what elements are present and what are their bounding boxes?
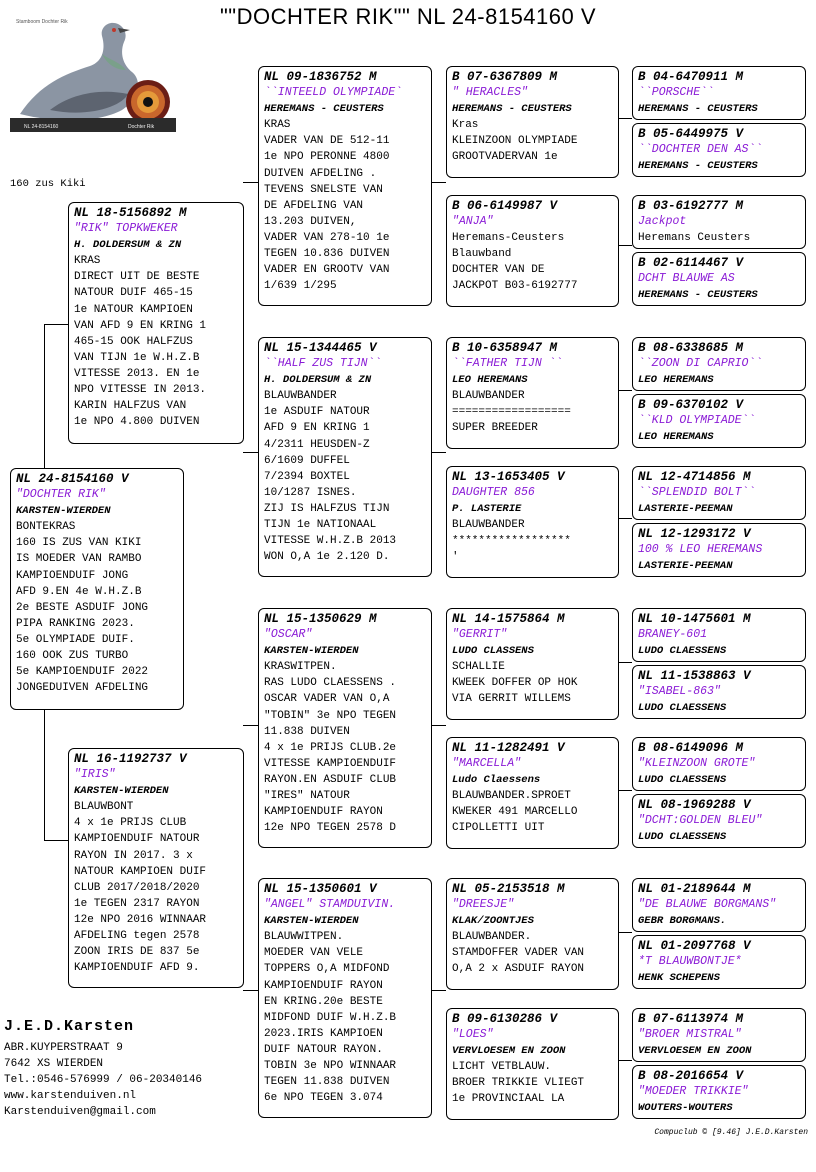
- info-line: AFDELING tegen 2578: [74, 930, 200, 943]
- info-line: RAYON.EN ASDUIF CLUB: [264, 773, 397, 786]
- info-line: VAN TIJN 1e W.H.Z.B: [74, 351, 200, 364]
- pigeon-owner: HEREMANS - CEUSTERS: [638, 160, 758, 173]
- pigeon-owner: KARSTEN-WIERDEN: [264, 645, 359, 658]
- info-line: BLAUWBONT: [74, 801, 134, 814]
- info-line: DUIVEN AFDELING .: [264, 167, 377, 180]
- info-line: 2e BESTE ASDUIF JONG: [16, 601, 149, 614]
- pigeon-owner: LUDO CLAESSENS: [638, 831, 727, 844]
- subtitle: 160 zus Kiki: [10, 178, 86, 190]
- info-line: IS MOEDER VAN RAMBO: [16, 553, 142, 566]
- pigeon-owner: KARSTEN-WIERDEN: [74, 785, 169, 798]
- info-line: 12e NPO 2016 WINNAAR: [74, 913, 207, 926]
- info-line: CIPOLLETTI UIT: [452, 822, 545, 835]
- ring-number: NL 08-1969288 V: [638, 798, 751, 812]
- info-line: VADER EN GROOTV VAN: [264, 264, 390, 277]
- ring-number: NL 12-4714856 M: [638, 470, 751, 484]
- pigeon-owner: Heremans-Ceusters: [452, 232, 565, 245]
- info-line: 10/1287 ISNES.: [264, 486, 357, 499]
- pigeon-name: *T BLAUWBONTJE*: [638, 955, 742, 969]
- pigeon-card-gen4-6[interactable]: [632, 466, 806, 520]
- breeder-info: [4, 1018, 202, 1120]
- info-line: 4 x 1e PRIJS CLUB: [74, 817, 187, 830]
- info-line: ZOON IRIS DE 837 5e: [74, 946, 200, 959]
- info-line: PIPA RANKING 2023.: [16, 617, 135, 630]
- pigeon-owner: LUDO CLASSENS: [452, 645, 534, 658]
- page-title: ""DOCHTER RIK"" NL 24-8154160 V: [219, 4, 597, 29]
- ring-number: B 08-6149096 M: [638, 741, 744, 755]
- connector-line: [243, 182, 258, 183]
- pigeon-name: "BROER MISTRAL": [638, 1028, 742, 1042]
- pigeon-owner: HEREMANS - CEUSTERS: [638, 289, 758, 302]
- info-line: OSCAR VADER VAN O,A: [264, 693, 390, 706]
- pigeon-card-gen4-7[interactable]: [632, 523, 806, 577]
- pigeon-card-gen4-13[interactable]: [632, 935, 806, 989]
- info-line: 160 OOK ZUS TURBO: [16, 650, 129, 663]
- info-line: 4 x 1e PRIJS CLUB.2e: [264, 741, 397, 754]
- info-line: 465-15 OOK HALFZUS: [74, 335, 193, 348]
- info-line: TIJN 1e NATIONAAL: [264, 519, 377, 532]
- pigeon-name: ``INTEELD OLYMPIADE`: [264, 86, 403, 100]
- info-line: RAS LUDO CLAESSENS .: [264, 677, 397, 690]
- info-line: Blauwband: [452, 248, 512, 261]
- pigeon-name: "ANJA": [452, 215, 494, 229]
- pigeon-owner: HEREMANS - CEUSTERS: [452, 103, 572, 116]
- ring-number: NL 05-2153518 M: [452, 882, 565, 896]
- ring-number: NL 13-1653405 V: [452, 470, 565, 484]
- connector-line: [619, 1060, 632, 1061]
- pigeon-owner: Heremans Ceusters: [638, 232, 751, 245]
- ring-number: B 06-6149987 V: [452, 199, 558, 213]
- pigeon-card-gen4-3[interactable]: [632, 252, 806, 306]
- info-line: TEVENS SNELSTE VAN: [264, 183, 383, 196]
- info-line: KLEINZOON OLYMPIADE: [452, 135, 578, 148]
- info-line: NATOUR DUIF 465-15: [74, 287, 193, 300]
- info-line: 13.203 DUIVEN,: [264, 215, 357, 228]
- pigeon-owner: LUDO CLAESSENS: [638, 702, 727, 715]
- info-line: 1e ASDUIF NATOUR: [264, 406, 370, 419]
- pigeon-name: "DOCHTER RIK": [16, 488, 106, 502]
- info-line: CLUB 2017/2018/2020: [74, 881, 200, 894]
- pigeon-name: ``KLD OLYMPIADE``: [638, 414, 756, 428]
- info-line: BLAUWBANDER.SPROET: [452, 790, 571, 803]
- ring-number: NL 16-1192737 V: [74, 752, 187, 766]
- info-line: VITESSE 2013. EN 1e: [74, 367, 200, 380]
- info-line: ==================: [452, 406, 571, 419]
- pigeon-card-gen4-8[interactable]: [632, 608, 806, 662]
- info-line: ZIJ IS HALFZUS TIJN: [264, 502, 390, 515]
- connector-line: [243, 725, 258, 726]
- ring-number: B 10-6358947 M: [452, 341, 558, 355]
- pigeon-card-father[interactable]: [68, 202, 244, 444]
- pigeon-name: Jackpot: [638, 215, 687, 229]
- info-line: 1e PROVINCIAAL LA: [452, 1093, 565, 1106]
- ring-number: NL 12-1293172 V: [638, 527, 751, 541]
- info-line: BLAUWBANDER: [452, 519, 525, 532]
- info-line: SCHALLIE: [452, 661, 505, 674]
- pigeon-owner: HEREMANS - CEUSTERS: [638, 103, 758, 116]
- breeder-phone: Tel.:0546-576999 / 06-20340146: [4, 1074, 203, 1087]
- info-line: STAMDOFFER VADER VAN: [452, 947, 585, 960]
- pigeon-name: ``FATHER TIJN ``: [452, 357, 563, 371]
- info-line: EN KRING.20e BESTE: [264, 995, 383, 1008]
- pigeon-card-gen3-7[interactable]: [446, 1008, 619, 1120]
- info-line: GROOTVADERVAN 1e: [452, 151, 558, 164]
- info-line: DOCHTER VAN DE: [452, 264, 545, 277]
- info-line: SUPER BREEDER: [452, 422, 538, 435]
- pigeon-owner: VERVLOESEM EN ZOON: [638, 1045, 752, 1058]
- pigeon-card-gen3-1[interactable]: [446, 195, 619, 307]
- ring-number: NL 18-5156892 M: [74, 206, 187, 220]
- pigeon-card-gen3-0[interactable]: [446, 66, 619, 178]
- info-line: KAMPIOENDUIF AFD 9.: [74, 962, 200, 975]
- info-line: VAN AFD 9 EN KRING 1: [74, 319, 207, 332]
- info-line: 1e TEGEN 2317 RAYON: [74, 897, 200, 910]
- ring-number: NL 11-1538863 V: [638, 669, 751, 683]
- info-line: 11.838 DUIVEN: [264, 725, 350, 738]
- ring-number: NL 09-1836752 M: [264, 70, 377, 84]
- ring-number: NL 15-1350601 V: [264, 882, 377, 896]
- ring-number: B 05-6449975 V: [638, 127, 744, 141]
- info-line: Kras: [452, 119, 479, 132]
- pigeon-owner: LEO HEREMANS: [452, 374, 528, 387]
- pigeon-owner: LUDO CLAESSENS: [638, 774, 727, 787]
- ring-number: B 09-6370102 V: [638, 398, 744, 412]
- connector-line: [243, 452, 258, 453]
- connector-line: [619, 932, 632, 933]
- connector-line: [619, 662, 632, 663]
- ring-number: NL 01-2097768 V: [638, 939, 751, 953]
- info-line: VADER VAN 278-10 1e: [264, 231, 390, 244]
- info-line: 4/2311 HEUSDEN-Z: [264, 438, 370, 451]
- pigeon-name: "LOES": [452, 1028, 494, 1042]
- info-line: KAMPIOENDUIF NATOUR: [74, 833, 200, 846]
- connector-line: [619, 790, 632, 791]
- pigeon-card-gen3-6[interactable]: [446, 878, 619, 990]
- pigeon-name: "MARCELLA": [452, 757, 522, 771]
- pigeon-card-gen4-14[interactable]: [632, 1008, 806, 1062]
- pigeon-owner: WOUTERS-WOUTERS: [638, 1102, 733, 1115]
- info-line: JACKPOT B03-6192777: [452, 280, 578, 293]
- info-line: KAMPIOENDUIF RAYON: [264, 806, 383, 819]
- info-line: WON O,A 1e 2.120 D.: [264, 551, 390, 564]
- connector-line: [44, 324, 71, 325]
- pigeon-name: "RIK" TOPKWEKER: [74, 222, 178, 236]
- connector-line: [619, 245, 632, 246]
- pigeon-name: ``SPLENDID BOLT``: [638, 486, 756, 500]
- pigeon-owner: H. DOLDERSUM & ZN: [74, 239, 182, 252]
- info-line: 6/1609 DUFFEL: [264, 454, 350, 467]
- pigeon-name: "GERRIT": [452, 628, 508, 642]
- info-line: TEGEN 11.838 DUIVEN: [264, 1076, 390, 1089]
- info-line: KWEEK DOFFER OP HOK: [452, 677, 578, 690]
- breeder-email[interactable]: Karstenduiven@gmail.com: [4, 1106, 156, 1119]
- logo-small-text: Stamboom Dochter Rik: [16, 19, 68, 25]
- info-line: 1e NPO PERONNE 4800: [264, 151, 390, 164]
- pigeon-card-gen2-2[interactable]: [258, 608, 432, 848]
- connector-line: [432, 452, 446, 453]
- pigeon-card-gen4-9[interactable]: [632, 665, 806, 719]
- info-line: KAMPIOENDUIF JONG: [16, 569, 129, 582]
- info-line: VITESSE KAMPIOENDUIF: [264, 757, 397, 770]
- pigeon-name: "KLEINZOON GROTE": [638, 757, 756, 771]
- ring-number: B 07-6367809 M: [452, 70, 558, 84]
- pigeon-owner: LUDO CLAESSENS: [638, 645, 727, 658]
- pigeon-name: "DE BLAUWE BORGMANS": [638, 898, 777, 912]
- info-line: VADER VAN DE 512-11: [264, 135, 390, 148]
- info-line: VIA GERRIT WILLEMS: [452, 693, 571, 706]
- pigeon-name: ``ZOON DI CAPRIO``: [638, 357, 763, 371]
- pigeon-owner: LEO HEREMANS: [638, 374, 714, 387]
- connector-line: [619, 390, 632, 391]
- info-line: 160 IS ZUS VAN KIKI: [16, 537, 142, 550]
- pigeon-card-gen3-5[interactable]: [446, 737, 619, 849]
- pigeon-card-gen3-3[interactable]: [446, 466, 619, 578]
- ring-number: NL 15-1350629 M: [264, 612, 377, 626]
- pigeon-card-gen4-1[interactable]: [632, 123, 806, 177]
- ring-number: NL 11-1282491 V: [452, 741, 565, 755]
- ring-number: B 09-6130286 V: [452, 1012, 558, 1026]
- pigeon-owner: P. LASTERIE: [452, 503, 522, 516]
- pigeon-card-gen4-10[interactable]: [632, 737, 806, 791]
- connector-line: [243, 990, 258, 991]
- pigeon-owner: KARSTEN-WIERDEN: [16, 505, 111, 518]
- info-line: BLAUWBANDER: [452, 390, 525, 403]
- connector-line: [44, 324, 45, 468]
- info-line: KAMPIOENDUIF RAYON: [264, 979, 383, 992]
- connector-line: [44, 710, 45, 840]
- pigeon-name: "ISABEL-863": [638, 685, 721, 699]
- pigeon-card-gen4-5[interactable]: [632, 394, 806, 448]
- info-line: JONGEDUIVEN AFDELING: [16, 682, 149, 695]
- info-line: 6e NPO TEGEN 3.074: [264, 1092, 383, 1105]
- info-line: 1/639 1/295: [264, 280, 337, 293]
- connector-line: [44, 840, 71, 841]
- info-line: TOPPERS O,A MIDFOND: [264, 963, 390, 976]
- pigeon-name: "IRIS": [74, 768, 116, 782]
- pigeon-owner: HENK SCHEPENS: [638, 972, 720, 985]
- connector-line: [432, 725, 446, 726]
- pigeon-card-gen4-12[interactable]: [632, 878, 806, 932]
- pigeon-logo: [10, 14, 176, 132]
- logo-caption-right: Dochter Rik: [128, 124, 155, 130]
- ring-number: B 04-6470911 M: [638, 70, 744, 84]
- pigeon-name: DAUGHTER 856: [452, 486, 535, 500]
- info-line: "IRES" NATOUR: [264, 790, 350, 803]
- info-line: AFD 9 EN KRING 1: [264, 422, 370, 435]
- info-line: TEGEN 10.836 DUIVEN: [264, 248, 390, 261]
- pigeon-name: ``PORSCHE``: [638, 86, 714, 100]
- pigeon-name: ``HALF ZUS TIJN``: [264, 357, 382, 371]
- info-line: 7/2394 BOXTEL: [264, 470, 350, 483]
- info-line: RAYON IN 2017. 3 x: [74, 849, 193, 862]
- info-line: KRASWITPEN.: [264, 661, 337, 674]
- pigeon-card-gen4-0[interactable]: [632, 66, 806, 120]
- pigeon-name: "DCHT:GOLDEN BLEU": [638, 814, 763, 828]
- connector-line: [619, 118, 632, 119]
- pigeon-card-subject[interactable]: [10, 468, 184, 710]
- pigeon-owner: LASTERIE-PEEMAN: [638, 503, 733, 516]
- ring-number: NL 15-1344465 V: [264, 341, 377, 355]
- breeder-address: ABR.KUYPERSTRAAT 9: [4, 1042, 123, 1054]
- pigeon-card-gen4-2[interactable]: [632, 195, 806, 249]
- pigeon-card-gen4-11[interactable]: [632, 794, 806, 848]
- info-line: 1e NATOUR KAMPIOEN: [74, 303, 193, 316]
- pigeon-name: BRANEY-601: [638, 628, 708, 642]
- ring-number: B 02-6114467 V: [638, 256, 744, 270]
- pigeon-owner: HEREMANS - CEUSTERS: [264, 103, 384, 116]
- pigeon-card-gen4-4[interactable]: [632, 337, 806, 391]
- info-line: 2023.IRIS KAMPIOEN: [264, 1027, 383, 1040]
- info-line: ': [452, 551, 459, 564]
- connector-line: [432, 990, 446, 991]
- info-line: 5e KAMPIOENDUIF 2022: [16, 666, 149, 679]
- pigeon-name: ``DOCHTER DEN AS``: [638, 143, 763, 157]
- pigeon-owner: KLAK/ZOONTJES: [452, 915, 534, 928]
- pigeon-photo-icon: [10, 14, 176, 132]
- ring-number: NL 24-8154160 V: [16, 472, 129, 486]
- pigeon-card-mother[interactable]: [68, 748, 244, 988]
- info-line: LICHT VETBLAUW.: [452, 1061, 552, 1074]
- pigeon-name: 100 % LEO HEREMANS: [638, 543, 763, 557]
- connector-line: [619, 518, 632, 519]
- info-line: MIDFOND DUIF W.H.Z.B: [264, 1011, 397, 1024]
- pigeon-card-gen2-3[interactable]: [258, 878, 432, 1118]
- info-line: KRAS: [264, 119, 291, 132]
- ring-number: NL 01-2189644 M: [638, 882, 751, 896]
- info-line: AFD 9.EN 4e W.H.Z.B: [16, 585, 142, 598]
- pigeon-name: DCHT BLAUWE AS: [638, 272, 735, 286]
- info-line: 5e OLYMPIADE DUIF.: [16, 633, 135, 646]
- breeder-city: 7642 XS WIERDEN: [4, 1058, 104, 1071]
- pigeon-owner: GEBR BORGMANS.: [638, 915, 727, 928]
- info-line: MOEDER VAN VELE: [264, 947, 364, 960]
- info-line: DE AFDELING VAN: [264, 199, 364, 212]
- pigeon-card-gen3-4[interactable]: [446, 608, 619, 720]
- pigeon-name: "ANGEL" STAMDUIVIN.: [264, 898, 396, 912]
- info-line: 12e NPO TEGEN 2578 D: [264, 822, 397, 835]
- info-line: DUIF NATOUR RAYON.: [264, 1043, 383, 1056]
- pigeon-card-gen2-0[interactable]: [258, 66, 432, 306]
- pigeon-name: "DREESJE": [452, 898, 515, 912]
- ring-number: B 08-6338685 M: [638, 341, 744, 355]
- info-line: BROER TRIKKIE VLIEGT: [452, 1077, 585, 1090]
- pigeon-owner: VERVLOESEM EN ZOON: [452, 1045, 566, 1058]
- ring-number: B 03-6192777 M: [638, 199, 744, 213]
- ring-number: B 07-6113974 M: [638, 1012, 744, 1026]
- info-line: ******************: [452, 535, 571, 548]
- info-line: "TOBIN" 3e NPO TEGEN: [264, 709, 397, 722]
- pigeon-owner: Ludo Claessens: [452, 774, 541, 787]
- pigeon-owner: LEO HEREMANS: [638, 431, 714, 444]
- info-line: KARIN HALFZUS VAN: [74, 400, 187, 413]
- info-line: BLAUWWITPEN.: [264, 931, 344, 944]
- pigeon-owner: H. DOLDERSUM & ZN: [264, 374, 372, 387]
- info-line: BONTEKRAS: [16, 521, 76, 534]
- info-line: KRAS: [74, 255, 101, 268]
- info-line: NPO VITESSE IN 2013.: [74, 384, 207, 397]
- pigeon-owner: KARSTEN-WIERDEN: [264, 915, 359, 928]
- pigeon-card-gen2-1[interactable]: [258, 337, 432, 577]
- pigeon-name: " HERACLES": [452, 86, 528, 100]
- footer-credit: Compuclub © [9.46] J.E.D.Karsten: [654, 1128, 808, 1137]
- pigeon-name: "MOEDER TRIKKIE": [638, 1085, 749, 1099]
- info-line: VITESSE W.H.Z.B 2013: [264, 535, 397, 548]
- info-line: BLAUWBANDER.: [452, 931, 532, 944]
- breeder-name: J.E.D.Karsten: [4, 1018, 135, 1035]
- info-line: O,A 2 x ASDUIF RAYON: [452, 963, 585, 976]
- info-line: DIRECT UIT DE BESTE: [74, 271, 200, 284]
- info-line: NATOUR KAMPIOEN DUIF: [74, 865, 207, 878]
- ring-number: NL 10-1475601 M: [638, 612, 751, 626]
- ring-number: NL 14-1575864 M: [452, 612, 565, 626]
- pigeon-card-gen3-2[interactable]: [446, 337, 619, 449]
- connector-line: [432, 182, 446, 183]
- breeder-website[interactable]: www.karstenduiven.nl: [4, 1090, 137, 1103]
- info-line: TOBIN 3e NPO WINNAAR: [264, 1060, 397, 1073]
- info-line: 1e NPO 4.800 DUIVEN: [74, 416, 200, 429]
- pigeon-owner: LASTERIE-PEEMAN: [638, 560, 733, 573]
- pigeon-card-gen4-15[interactable]: [632, 1065, 806, 1119]
- info-line: KWEKER 491 MARCELLO: [452, 806, 578, 819]
- logo-caption-left: NL 24-8154160: [24, 124, 59, 130]
- ring-number: B 08-2016654 V: [638, 1069, 744, 1083]
- pigeon-name: "OSCAR": [264, 628, 313, 642]
- info-line: BLAUWBANDER: [264, 390, 337, 403]
